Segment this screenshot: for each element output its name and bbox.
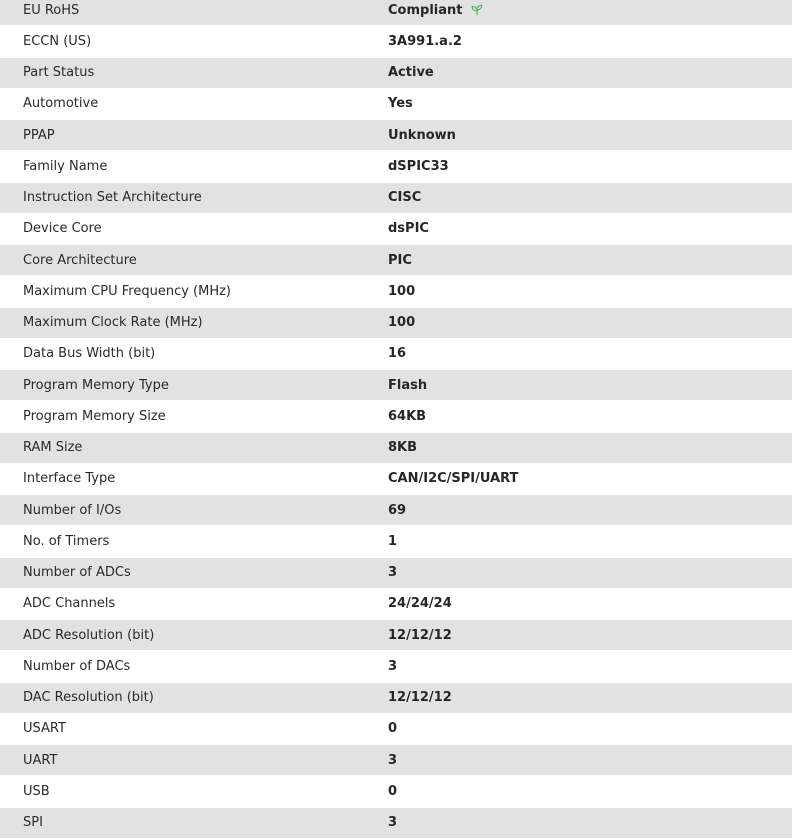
spec-value: 3 <box>388 815 398 831</box>
spec-label: Family Name <box>23 158 108 174</box>
spec-value: 0 <box>388 721 398 737</box>
spec-row <box>0 464 792 495</box>
spec-value: 100 <box>388 315 416 331</box>
spec-row <box>0 651 792 682</box>
spec-row <box>0 151 792 182</box>
spec-value: 100 <box>388 283 416 299</box>
spec-row <box>0 495 792 526</box>
spec-label: SPI <box>23 815 43 831</box>
spec-value-text: Compliant <box>388 2 463 18</box>
spec-value: dsPIC <box>388 221 429 237</box>
spec-label: Automotive <box>23 96 99 112</box>
spec-value: 12/12/12 <box>388 690 452 706</box>
spec-label: Device Core <box>23 221 102 237</box>
spec-row <box>0 776 792 807</box>
spec-value: 3 <box>388 658 398 674</box>
spec-value: 3A991.a.2 <box>388 33 462 49</box>
spec-row <box>0 370 792 401</box>
spec-value: PIC <box>388 252 412 268</box>
spec-value: 1 <box>388 533 398 549</box>
spec-label: Data Bus Width (bit) <box>23 346 156 362</box>
spec-value: Yes <box>388 96 413 112</box>
spec-row <box>0 745 792 776</box>
spec-label: DAC Resolution (bit) <box>23 690 154 706</box>
spec-label: No. of Timers <box>23 533 110 549</box>
spec-value: 3 <box>388 565 398 581</box>
spec-label: Part Status <box>23 65 95 81</box>
spec-label: Number of I/Os <box>23 502 122 518</box>
spec-label: USB <box>23 783 50 799</box>
spec-label: PPAP <box>23 127 55 143</box>
spec-row <box>0 714 792 745</box>
spec-value: 12/12/12 <box>388 627 452 643</box>
spec-value <box>388 3 484 18</box>
spec-label: Number of DACs <box>23 658 131 674</box>
spec-value: 0 <box>388 783 398 799</box>
spec-label: ECCN (US) <box>23 33 92 49</box>
spec-row <box>0 589 792 620</box>
spec-value: 69 <box>388 502 407 518</box>
spec-row <box>0 89 792 120</box>
spec-value: CISC <box>388 190 422 206</box>
spec-row <box>0 214 792 245</box>
spec-value: 24/24/24 <box>388 596 452 612</box>
spec-label: Program Memory Size <box>23 408 166 424</box>
spec-row <box>0 58 792 89</box>
spec-label: Number of ADCs <box>23 565 131 581</box>
spec-row <box>0 120 792 151</box>
spec-value: 16 <box>388 346 407 362</box>
spec-row <box>0 620 792 651</box>
spec-value: 64KB <box>388 408 427 424</box>
spec-row <box>0 683 792 714</box>
spec-row <box>0 245 792 276</box>
spec-row <box>0 308 792 339</box>
spec-label: Instruction Set Architecture <box>23 190 202 206</box>
spec-label: Maximum Clock Rate (MHz) <box>23 315 203 331</box>
spec-value: Active <box>388 65 434 81</box>
spec-label: RAM Size <box>23 440 83 456</box>
spec-label: UART <box>23 752 58 768</box>
spec-row <box>0 276 792 307</box>
leaf-icon <box>470 3 484 17</box>
spec-label: Maximum CPU Frequency (MHz) <box>23 283 231 299</box>
spec-row <box>0 0 792 26</box>
spec-value: CAN/I2C/SPI/UART <box>388 471 519 487</box>
spec-row <box>0 433 792 464</box>
spec-row <box>0 558 792 589</box>
spec-value: dSPIC33 <box>388 158 449 174</box>
spec-row <box>0 26 792 57</box>
spec-label: ADC Resolution (bit) <box>23 627 155 643</box>
spec-label: Program Memory Type <box>23 377 169 393</box>
spec-row <box>0 808 792 839</box>
spec-value: Flash <box>388 377 428 393</box>
spec-row <box>0 401 792 432</box>
spec-label: ADC Channels <box>23 596 116 612</box>
spec-label: EU RoHS <box>23 2 80 18</box>
spec-label: Core Architecture <box>23 252 137 268</box>
spec-row <box>0 339 792 370</box>
spec-value: 3 <box>388 752 398 768</box>
spec-row <box>0 183 792 214</box>
spec-row <box>0 526 792 557</box>
spec-value: Unknown <box>388 127 456 143</box>
spec-label: Interface Type <box>23 471 116 487</box>
spec-label: USART <box>23 721 66 737</box>
spec-value: 8KB <box>388 440 418 456</box>
